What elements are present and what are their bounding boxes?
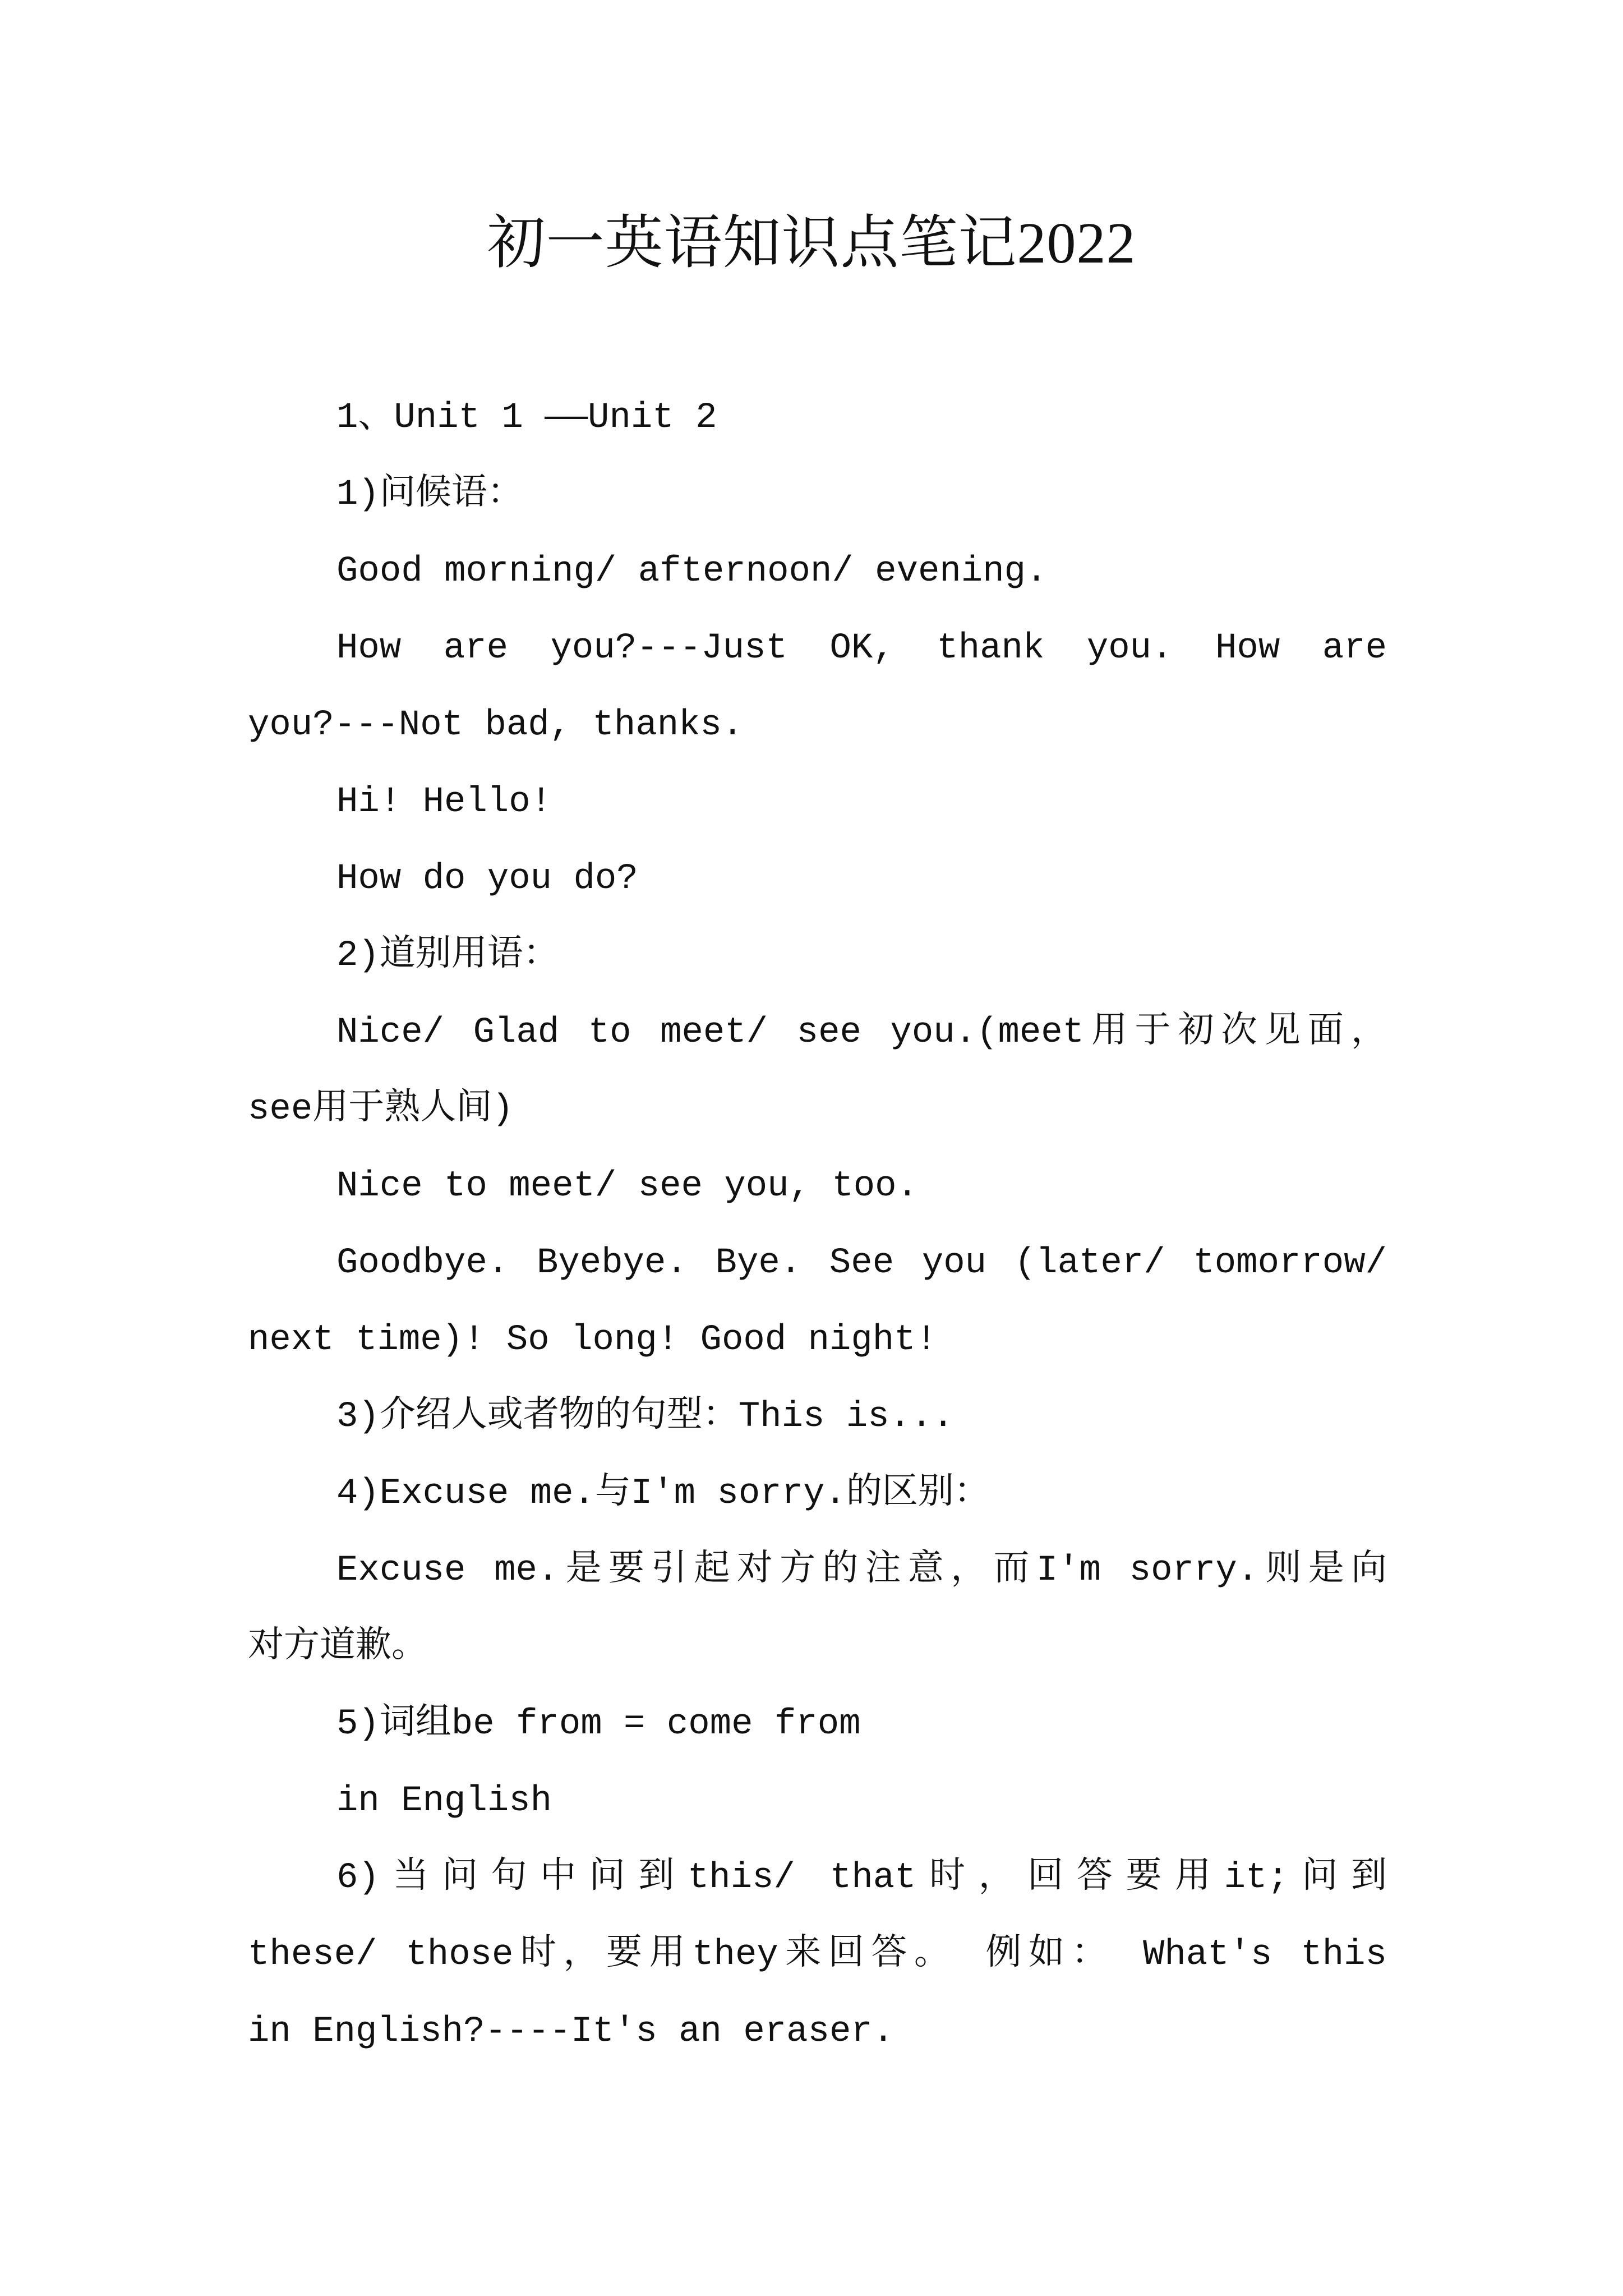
paragraph-line: Nice to meet/ see you, too. <box>336 1166 918 1207</box>
document-title: 初一英语知识点笔记2022 <box>487 211 1136 275</box>
paragraph-line: in English <box>336 1781 552 1821</box>
section-heading-units: 1、Unit 1 ——Unit 2 <box>336 398 717 438</box>
subheading-greetings: 1)问候语： <box>336 475 523 515</box>
paragraph-line: Nice/ Glad to meet/ see you.(meet用于初次见面， <box>336 1013 1387 1053</box>
subheading-excuse-me: 4)Excuse me.与I'm sorry.的区别： <box>336 1474 990 1514</box>
subheading-this-that: 6)当问句中问到this/ that时，回答要用it;问到 <box>336 1858 1387 1898</box>
paragraph-line: you?---Not bad, thanks. <box>248 705 744 746</box>
subheading-phrase: 5)词组be from = come from <box>336 1704 861 1745</box>
paragraph-line: Hi! Hello! <box>336 782 552 822</box>
paragraph-line: How are you?---Just OK, thank you. How are <box>336 628 1387 669</box>
paragraph-line: How do you do? <box>336 859 638 899</box>
paragraph-line: Excuse me.是要引起对方的注意，而I'm sorry.则是向 <box>336 1550 1387 1591</box>
document-body <box>248 380 1387 2070</box>
paragraph-line: Goodbye. Byebye. Bye. See you (later/ tomorrow/ <box>336 1243 1387 1283</box>
paragraph-line: in English?----It's an eraser. <box>248 2012 895 2052</box>
paragraph-line: next time)! So long! Good night! <box>248 1320 937 1360</box>
paragraph-line: these/ those时，要用they来回答。 例如： What's this <box>248 1935 1387 1975</box>
paragraph-line: see用于熟人间) <box>248 1089 514 1130</box>
subheading-farewells: 2)道别用语： <box>336 936 559 976</box>
paragraph-line: 对方道歉。 <box>248 1627 427 1668</box>
paragraph-line: Good morning/ afternoon/ evening. <box>336 551 1048 592</box>
subheading-introductions: 3)介绍人或者物的句型：This is... <box>336 1397 954 1437</box>
